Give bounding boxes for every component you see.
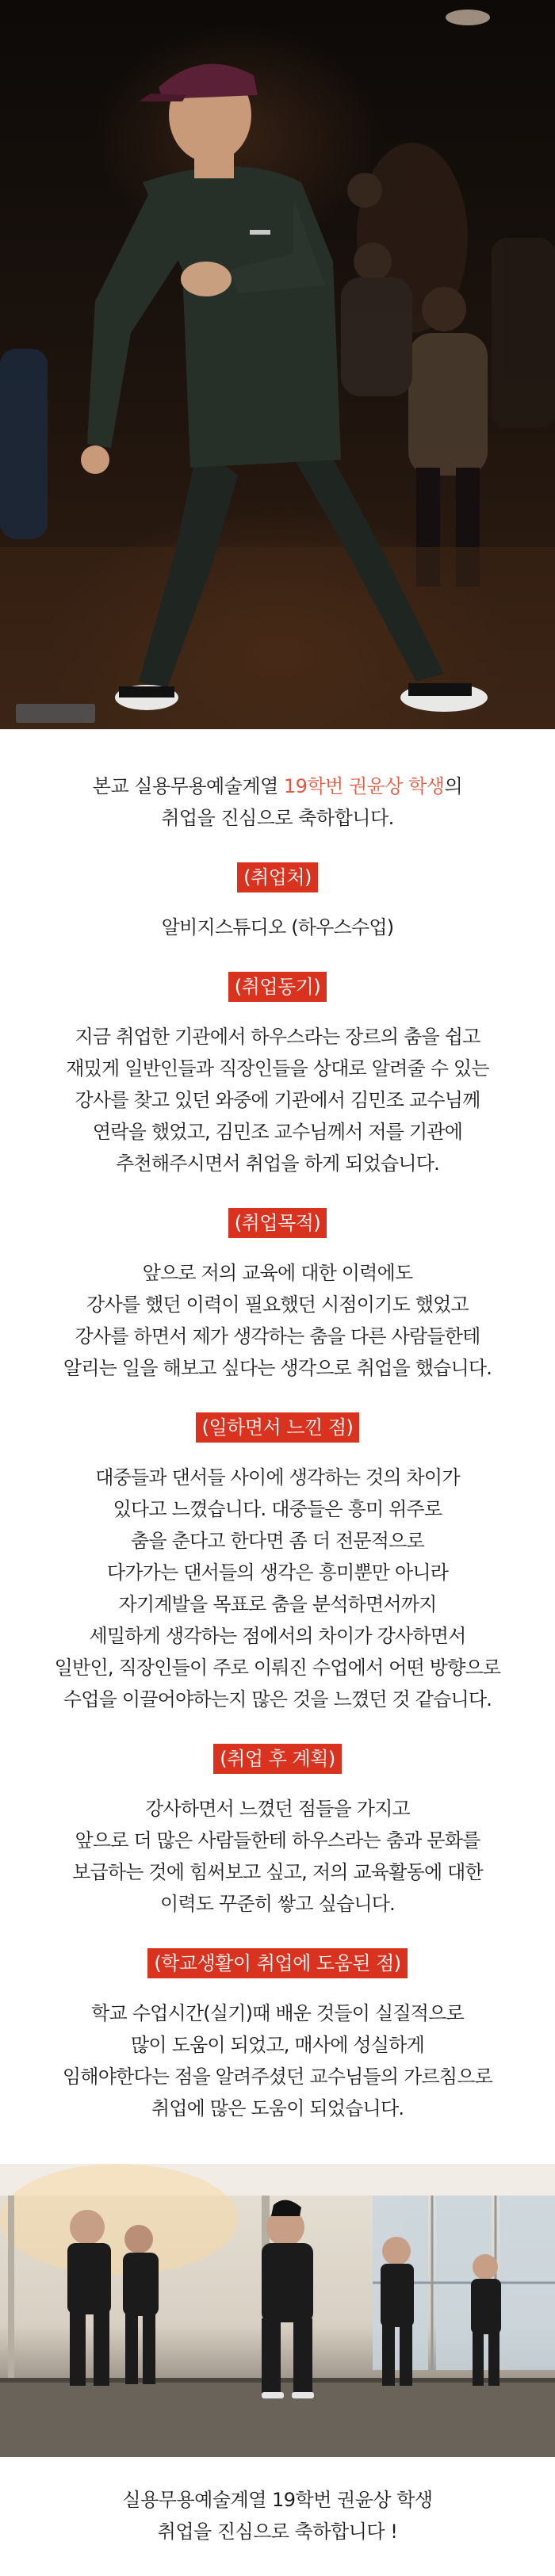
hero-dance-photo xyxy=(0,0,555,729)
section-body: 지금 취업한 기관에서 하우스라는 장르의 춤을 쉽고 재밌게 일반인들과 직장인들을 상대로 알려줄 수 있는 강사를 찾고 있던 와중에 기관에서 김민조 교수님께 연락을 했었고, 김민조 교수님께서 저를 기관에 추천해주시면서 취업을 하게 되었습니다. xyxy=(66,1026,489,1175)
intro-text xyxy=(0,729,555,834)
section-body: 앞으로 저의 교육에 대한 이력에도 강사를 했던 이력이 필요했던 시점이기도 했었고 강사를 하면서 제가 생각하는 춤을 다른 사람들한테 알리는 일을 해보고 싶다는 생각으로 취업을 했습니다. xyxy=(63,1262,492,1379)
article-content xyxy=(0,729,555,2124)
section-employer xyxy=(0,862,555,943)
closing-text xyxy=(0,2484,555,2547)
section-heading: (취업처) xyxy=(237,862,318,892)
section-plans xyxy=(0,1744,555,1920)
intro-line1-prefix: 본교 실용무용예술계열 xyxy=(92,775,284,797)
section-heading: (취업목적) xyxy=(228,1208,327,1238)
section-heading: (학교생활이 취업에 도움된 점) xyxy=(147,1948,407,1978)
closing-content xyxy=(0,2484,555,2547)
intro-line2: 취업을 진심으로 축하합니다. xyxy=(161,807,394,829)
section-body: 알비지스튜디오 (하우스수업) xyxy=(161,916,394,938)
intro-line1-suffix: 의 xyxy=(444,775,463,797)
studio-photo-illustration xyxy=(0,2164,555,2457)
section-body: 강사하면서 느꼈던 점들을 가지고 앞으로 더 많은 사람들한테 하우스라는 춤과 문화를 보급하는 것에 힘써보고 싶고, 저의 교육활동에 대한 이력도 꾸준히 쌓고 싶습니다. xyxy=(72,1798,483,1915)
studio-class-photo xyxy=(0,2164,555,2457)
section-motivation xyxy=(0,972,555,1179)
section-heading: (취업동기) xyxy=(228,972,327,1002)
section-heading: (일하면서 느낀 점) xyxy=(196,1412,360,1443)
section-school-help xyxy=(0,1948,555,2124)
section-heading: (취업 후 계획) xyxy=(213,1744,341,1774)
closing-line1: 실용무용예술계열 19학번 권윤상 학생 xyxy=(122,2489,433,2511)
student-highlight: 19학번 권윤상 학생 xyxy=(283,775,445,797)
hero-photo-illustration xyxy=(0,0,555,729)
section-purpose xyxy=(0,1208,555,1384)
section-body: 학교 수업시간(실기)때 배운 것들이 실질적으로 많이 도움이 되었고, 매사에 성실하게 임해야한다는 점을 알려주셨던 교수님들의 가르침으로 취업에 많은 도움이 되었습니다. xyxy=(62,2002,493,2119)
section-body: 대중들과 댄서들 사이에 생각하는 것의 차이가 있다고 느꼈습니다. 대중들은 흥미 위주로 춤을 춘다고 한다면 좀 더 전문적으로 다가가는 댄서들의 생각은 흥미뿐만 아니라 자기계발을 목표로 춤을 분석하면서까지 세밀하게 생각하는 점에서의 차이가 강사하면서 일반인, 직장인들이 주로 이뤄진 수업에서 어떤 방향으로 수업을 이끌어야하는지 많은 것을 느꼈던 것 같습니다. xyxy=(54,1466,501,1710)
section-experience xyxy=(0,1412,555,1715)
closing-line2: 취업을 진심으로 축하합니다 ! xyxy=(157,2521,398,2543)
